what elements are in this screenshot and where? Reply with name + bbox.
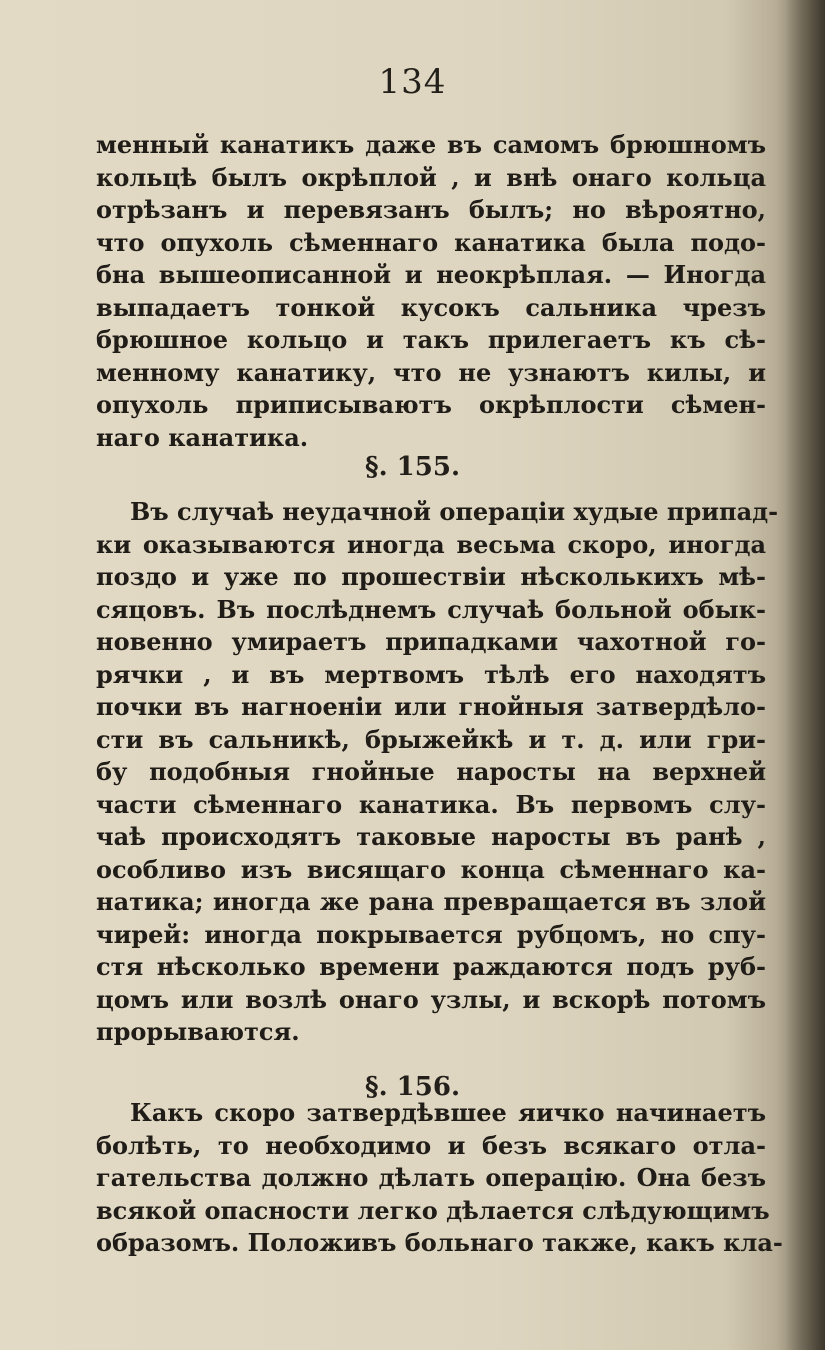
text-line: опухоль приписываютъ окрѣплости сѣмен- xyxy=(96,390,766,419)
text-line: цомъ или возлѣ онаго узлы, и вскорѣ потомъ xyxy=(96,984,766,1014)
section-heading-155: §. 155. xyxy=(364,452,461,482)
text-line: чирей: иногда покрывается рубцомъ, но спу- xyxy=(96,919,766,949)
text-line: всякой опасности легко дѣлается слѣдующимъ xyxy=(96,1195,770,1225)
text-line: натика; иногда же рана превращается въ злой xyxy=(96,887,766,916)
text-line: кольцѣ былъ окрѣплой , и внѣ онаго кольца xyxy=(96,162,766,192)
text-line: брюшное кольцо и такъ прилегаетъ къ сѣ- xyxy=(96,325,766,354)
text-line: новенно умираетъ припадками чахотной го- xyxy=(96,627,766,656)
text-line: менному канатику, что не узнаютъ килы, и xyxy=(96,357,766,387)
text-line: ки оказываются иногда весьма скоро, иногда xyxy=(96,529,766,559)
text-line: чаѣ происходятъ таковые наросты въ ранѣ , xyxy=(96,822,766,851)
text-line: части сѣменнаго канатика. Въ первомъ слу- xyxy=(96,789,766,819)
text-line: выпадаетъ тонкой кусокъ сальника чрезъ xyxy=(96,292,766,322)
section-heading-156: §. 156. xyxy=(364,1072,461,1102)
text-line: отрѣзанъ и перевязанъ былъ; но вѣроятно, xyxy=(96,195,766,224)
text-line: стя нѣсколько времени раждаются подъ руб- xyxy=(96,952,766,981)
text-line: что опухоль сѣменнаго канатика была подо- xyxy=(96,227,766,257)
text-line: сти въ сальникѣ, брыжейкѣ и т. д. или гри- xyxy=(96,724,766,754)
text-line: бна вышеописанной и неокрѣплая. — Иногда xyxy=(96,260,766,289)
text-line: наго канатика. xyxy=(96,422,309,452)
text-line: болѣть, то необходимо и безъ всякаго отла- xyxy=(96,1130,766,1160)
text-line: особливо изъ висящаго конца сѣменнаго ка- xyxy=(96,854,766,884)
text-line: сяцовъ. Въ послѣднемъ случаѣ больной обык- xyxy=(96,594,766,624)
text-line: рячки , и въ мертвомъ тѣлѣ его находятъ xyxy=(96,659,766,689)
spine-shadow xyxy=(785,0,825,1350)
paragraph-continued xyxy=(96,129,766,454)
page-number: 134 xyxy=(378,62,447,102)
paragraph-155 xyxy=(96,496,779,1049)
text-line: образомъ. Положивъ больнаго также, какъ кла- xyxy=(96,1228,783,1257)
text-line: Какъ скоро затвердѣвшее яичко начинаетъ xyxy=(130,1098,766,1127)
text-line: прорываются. xyxy=(96,1017,300,1046)
text-line: гательства должно дѣлать операцію. Она безъ xyxy=(96,1163,766,1192)
text-line: бу подобныя гнойные наросты на верхней xyxy=(96,757,766,786)
text-line: почки въ нагноеніи или гнойныя затвердѣло- xyxy=(96,692,766,721)
text-line: поздо и уже по прошествіи нѣсколькихъ мѣ- xyxy=(96,562,766,591)
text-line: Въ случаѣ неудачной операціи худые припад- xyxy=(130,497,779,526)
text-line: менный канатикъ даже въ самомъ брюшномъ xyxy=(96,130,766,159)
paragraph-156 xyxy=(96,1097,783,1260)
